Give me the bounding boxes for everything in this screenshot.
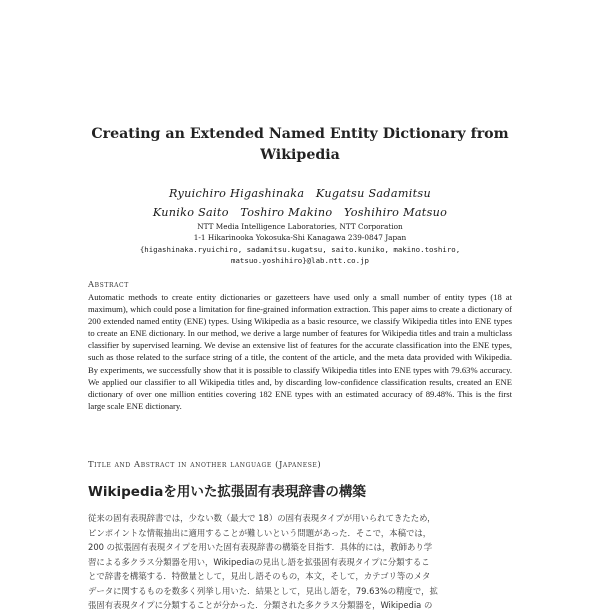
author-line-1: Ryuichiro Higashinaka Kugatsu Sadamitsu <box>169 187 431 200</box>
second-language-heading: Title and Abstract in another language (Japanese) <box>88 459 322 469</box>
affiliation-org: NTT Media Intelligence Laboratories, NTT Corporation <box>197 222 403 231</box>
jp-line: とで辞書を構築する．特徴量として，見出し語そのもの，本文，そして，カテゴリ等のメタ <box>88 571 431 581</box>
email-line-1: {higashinaka.ryuichiro, sadamitsu.kugatsu, saito.kuniko, makino.toshiro, <box>139 245 461 254</box>
japanese-abstract <box>88 511 512 610</box>
affiliation <box>80 221 520 243</box>
abstract-body: Automatic methods to create entity dictionaries or gazetteers have used only a small number of entity types (18 at maximum), which could pose a limitation for fine-grained information extraction. This paper aims to create a dictionary of 200 extended named entity (ENE) types. Using Wikipedia as a basic resource, we classify Wikipedia titles into ENE types to create an ENE dictionary. In our method, we derive a large number of features for Wikipedia titles and train a multiclass classifier by supervised learning. We devise an extensive list of features for the accurate classification into the ENE types, such as those related to the surface string of a title, the content of the article, and the meta data provided with Wikipedia. By experiments, we successfully show that it is possible to classify Wikipedia titles into ENE types with 79.63% accuracy. We applied our classifier to all Wikipedia titles and, by discarding low-confidence classification results, created an ENE dictionary of over one million entities covering 182 ENE types with an estimated accuracy of 89.48%. This is the first large scale ENE dictionary. <box>88 292 512 411</box>
jp-line: ピンポイントな情報抽出に適用することが難しいという問題があった．そこで，本稿では， <box>88 527 432 538</box>
author-line-2: Kuniko Saito Toshiro Makino Yoshihiro Matsuo <box>152 206 448 219</box>
abstract-heading: Abstract <box>88 279 129 289</box>
jp-line: 習による多クラス分類器を用い，Wikipediaの見出し語を拡張固有表現タイプに分類するこ <box>88 556 430 567</box>
author-list <box>60 184 540 222</box>
paper-title: Creating an Extended Named Entity Dictionary from Wikipedia <box>91 126 509 163</box>
jp-line: 200 の拡張固有表現タイプを用いた固有表現辞書の構築を目指す．具体的には，教師あり学 <box>88 542 433 552</box>
email-addresses <box>80 244 520 266</box>
jp-line: 張固有表現タイプに分類することが分かった．分類された多クラス分類器を，Wikipedia の <box>88 600 433 610</box>
jp-line: 従来の固有表現辞書では，少ない数（最大で 18）の固有表現タイプが用いられてきたため， <box>88 513 436 523</box>
jp-line: データに関するものを数多く列挙し用いた．結果として，見出し語を，79.63%の精度で，拡 <box>88 585 438 596</box>
email-line-2: matsuo.yoshihiro}@lab.ntt.co.jp <box>231 256 369 265</box>
affiliation-address: 1-1 Hikarinooka Yokosuka-Shi Kanagawa 239-0847 Japan <box>193 233 407 242</box>
japanese-title: Wikipediaを用いた拡張固有表現辞書の構築 <box>88 484 366 500</box>
